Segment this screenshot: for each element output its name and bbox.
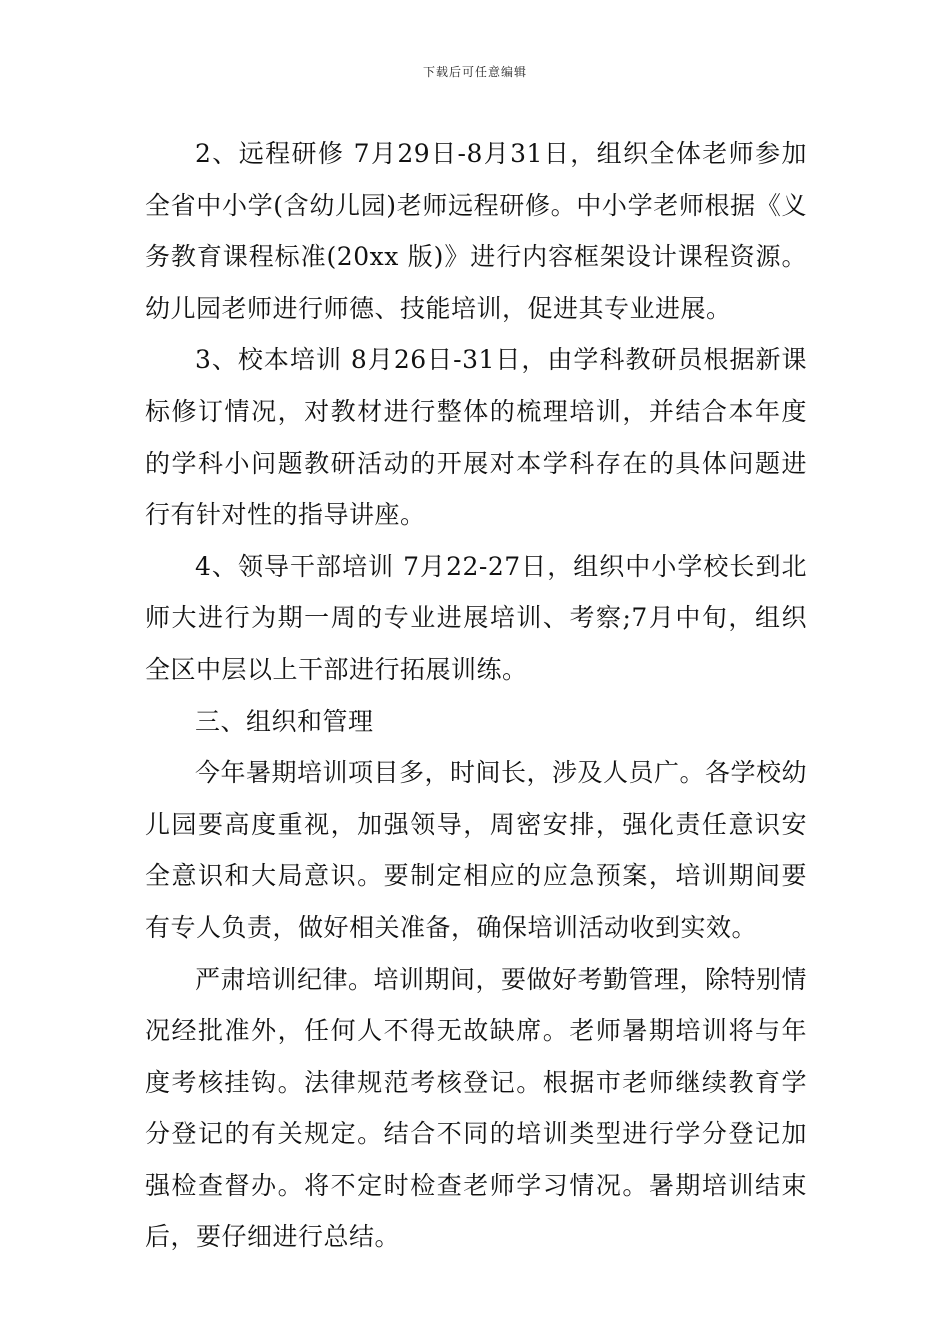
header-note: 下载后可任意编辑: [422, 65, 527, 79]
section-heading-organization: 三、组织和管理: [195, 706, 374, 736]
paragraph-discipline: 严肃培训纪律。培训期间，要做好考勤管理，除特别情况经批准外，任何人不得无故缺席。老师暑期培训将与年度考核挂钩。法律规范考核登记。根据市老师继续教育学分登记的有关规定。结合不同的培训类型进行学分登记加强检查督办。将不定时检查老师学习情况。暑期培训结束后，要仔细进行总结。: [145, 964, 808, 1252]
paragraph-school-training: 3、校本培训 8月26日-31日，由学科教研员根据新课标修订情况，对教材进行整体的梳理培训，并结合本年度的学科小问题教研活动的开展对本学科存在的具体问题进行有针对性的指导讲座。: [145, 345, 807, 530]
paragraph-leader-training: 4、领导干部培训 7月22-27日，组织中小学校长到北师大进行为期一周的专业进展培训、考察;7月中旬，组织全区中层以上干部进行拓展训练。: [145, 551, 807, 684]
document-body: [145, 128, 807, 1263]
paragraph-remote-training: 2、远程研修 7月29日-8月31日，组织全体老师参加全省中小学(含幼儿园)老师远程研修。中小学老师根据《义务教育课程标准(20xx 版)》进行内容框架设计课程资源。幼儿园老师进行师德、技能培训，促进其专业进展。: [145, 139, 807, 323]
paragraph-organization: 今年暑期培训项目多，时间长，涉及人员广。各学校幼儿园要高度重视，加强领导，周密安排，强化责任意识安全意识和大局意识。要制定相应的应急预案，培训期间要有专人负责，做好相关准备，确保培训活动收到实效。: [145, 758, 808, 942]
